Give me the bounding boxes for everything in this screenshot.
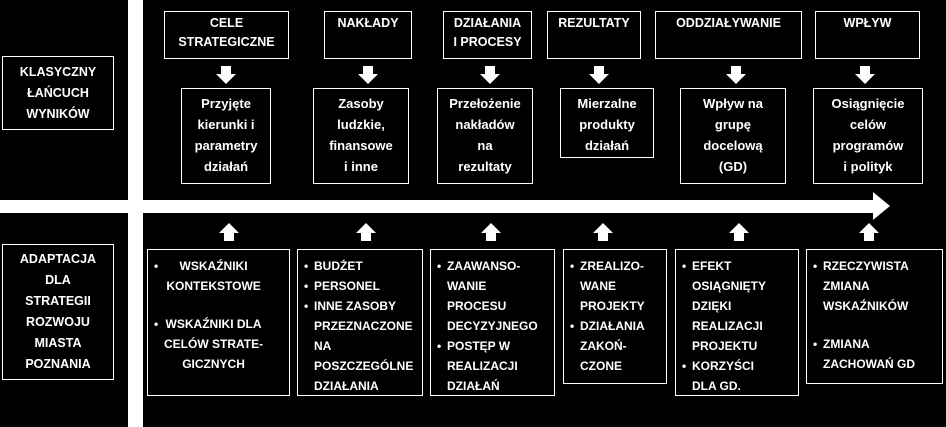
bullet-list bbox=[570, 256, 645, 376]
bullet-list bbox=[154, 256, 263, 374]
header-wplyw bbox=[815, 11, 920, 59]
header-cele-strategiczne bbox=[164, 11, 289, 59]
indicators-rezultaty bbox=[563, 249, 667, 384]
bullet-item: • POSTĘP W REALIZACJI DZIAŁAŃ bbox=[437, 336, 538, 396]
description-text: Wpływ na grupę docelową (GD) bbox=[703, 96, 763, 174]
bullet-item: • PERSONEL bbox=[304, 276, 413, 296]
arrow-up-icon bbox=[356, 223, 376, 241]
vertical-divider bbox=[128, 0, 143, 427]
arrow-up-icon bbox=[481, 223, 501, 241]
arrow-up-icon bbox=[219, 223, 239, 241]
description-rezultaty bbox=[560, 88, 654, 158]
header-naklady bbox=[324, 11, 412, 59]
bullet-list bbox=[682, 256, 766, 396]
header-oddzialywanie bbox=[655, 11, 802, 59]
indicators-oddzialywanie bbox=[675, 249, 799, 396]
arrow-up-icon bbox=[593, 223, 613, 241]
side-label-adaptation-text: ADAPTACJA DLA STRATEGII ROZWOJU MIASTA POZNANIA bbox=[19, 252, 97, 371]
header-text: DZIAŁANIA I PROCESY bbox=[453, 16, 522, 49]
description-naklady bbox=[313, 88, 409, 184]
bullet-item: • ZMIANA ZACHOWAŃ GD bbox=[813, 334, 915, 374]
arrow-up-icon bbox=[859, 223, 879, 241]
indicators-dzialania-i-procesy bbox=[430, 249, 555, 396]
description-text: Osiągnięcie celów programów i polityk bbox=[831, 96, 905, 174]
arrow-up-icon bbox=[729, 223, 749, 241]
side-label-adaptation bbox=[2, 244, 114, 380]
bullet-item: • INNE ZASOBY PRZEZNACZONE NA POSZCZEGÓLNE DZIAŁANIA bbox=[304, 296, 413, 396]
horizontal-arrow-shaft bbox=[0, 200, 875, 213]
description-text: Zasoby ludzkie, finansowe i inne bbox=[329, 96, 393, 174]
header-text: ODDZIAŁYWANIE bbox=[676, 16, 781, 30]
description-wplyw bbox=[813, 88, 923, 184]
header-text: NAKŁADY bbox=[337, 16, 399, 30]
bullet-item: • ZAAWANSO- WANIE PROCESU DECYZYJNEGO bbox=[437, 256, 538, 336]
bullet-item: • WSKAŹNIKI KONTEKSTOWE bbox=[154, 256, 263, 296]
bullet-item: • EFEKT OSIĄGNIĘTY DZIĘKI REALIZACJI PROJEKTU bbox=[682, 256, 766, 356]
header-text: CELE STRATEGICZNE bbox=[178, 16, 275, 49]
horizontal-arrow-head bbox=[873, 192, 890, 220]
bullet-item: • DZIAŁANIA ZAKOŃ- CZONE bbox=[570, 316, 645, 376]
description-dzialania-i-procesy bbox=[437, 88, 533, 184]
header-text: WPŁYW bbox=[843, 16, 892, 30]
bullet-list bbox=[304, 256, 413, 396]
bullet-list bbox=[437, 256, 538, 396]
description-cele-strategiczne bbox=[181, 88, 271, 184]
bullet-item: • ZREALIZO- WANE PROJEKTY bbox=[570, 256, 645, 316]
side-label-classic-chain-text: KLASYCZNY ŁAŃCUCH WYNIKÓW bbox=[19, 64, 97, 121]
arrow-down-icon bbox=[480, 66, 500, 84]
indicators-naklady bbox=[297, 249, 423, 396]
arrow-down-icon bbox=[726, 66, 746, 84]
indicators-cele-strategiczne bbox=[147, 249, 290, 396]
bullet-list bbox=[813, 256, 915, 374]
indicators-wplyw bbox=[806, 249, 943, 384]
header-text: REZULTATY bbox=[558, 16, 630, 30]
description-text: Przyjęte kierunki i parametry działań bbox=[194, 96, 258, 174]
arrow-down-icon bbox=[855, 66, 875, 84]
header-dzialania-i-procesy bbox=[443, 11, 532, 59]
arrow-down-icon bbox=[589, 66, 609, 84]
side-label-classic-chain bbox=[2, 56, 114, 130]
description-text: Przełożenie nakładów na rezultaty bbox=[449, 96, 521, 174]
bullet-item: • KORZYŚCI DLA GD. bbox=[682, 356, 766, 396]
description-oddzialywanie bbox=[680, 88, 786, 184]
header-rezultaty bbox=[547, 11, 641, 59]
bullet-item: • BUDŻET bbox=[304, 256, 413, 276]
arrow-down-icon bbox=[216, 66, 236, 84]
description-text: Mierzalne produkty działań bbox=[577, 96, 637, 153]
bullet-item: • RZECZYWISTA ZMIANA WSKAŹNIKÓW bbox=[813, 256, 915, 316]
arrow-down-icon bbox=[358, 66, 378, 84]
bullet-item: • WSKAŹNIKI DLA CELÓW STRATE- GICZNYCH bbox=[154, 314, 263, 374]
